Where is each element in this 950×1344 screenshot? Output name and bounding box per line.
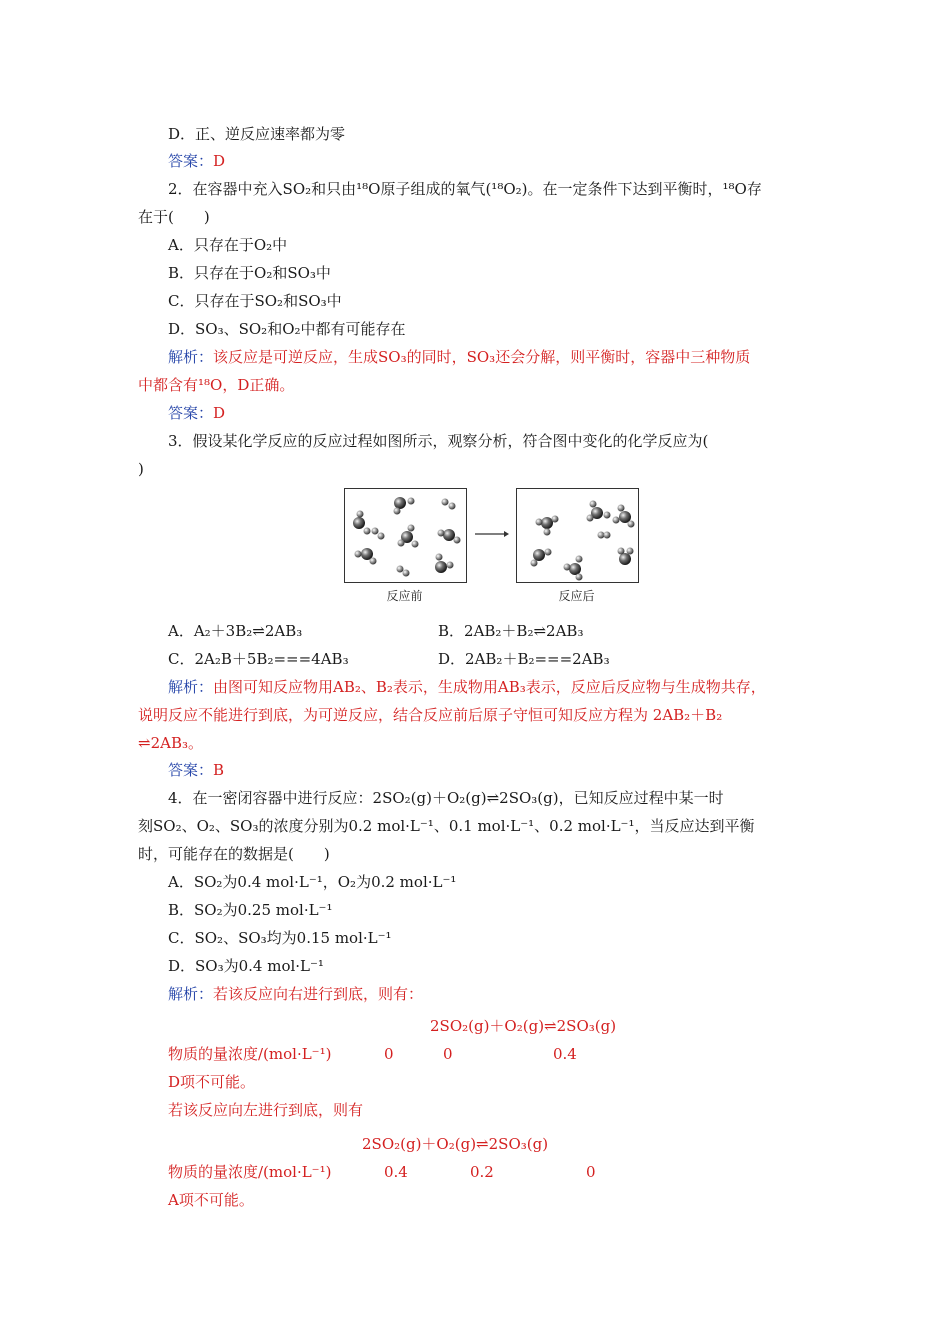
- q3-analysis-label: 解析：: [168, 678, 214, 696]
- q3-stem-line1: 3．假设某化学反应的反应过程如图所示，观察分析，符合图中变化的化学反应为(: [168, 432, 709, 450]
- q1-answer-label: 答案：: [168, 152, 214, 170]
- q4-conc-label-2: 物质的量浓度/(mol·L⁻¹): [168, 1163, 332, 1181]
- q3-option-d: D．2AB₂＋B₂===2AB₃: [438, 650, 610, 668]
- q2-analysis-line1: [168, 347, 750, 367]
- q2-stem-line2: 在于( ): [138, 208, 210, 226]
- q2-answer-value: D: [213, 404, 226, 422]
- q4-analysis-line2: 若该反应向左进行到底，则有: [168, 1101, 364, 1119]
- q4-eq2-value-so2: 0.4: [384, 1163, 408, 1181]
- q4-eq2-value-so3: 0: [586, 1163, 596, 1181]
- caption-before: 反应前: [386, 589, 423, 603]
- q4-analysis-text: 若该反应向右进行到底，则有：: [213, 985, 424, 1003]
- caption-after: 反应后: [558, 589, 595, 603]
- q2-option-a: A．只存在于O₂中: [168, 236, 288, 254]
- q4-eq1-value-o2: 0: [443, 1045, 453, 1063]
- after-molecules: [517, 489, 638, 582]
- q3-analysis-text: 由图可知反应物用AB₂、B₂表示，生成物用AB₃表示，反应后反应物与生成物共存，: [213, 678, 766, 696]
- q4-option-a: A．SO₂为0.4 mol·L⁻¹，O₂为0.2 mol·L⁻¹: [168, 873, 457, 891]
- q4-conc-label-1: 物质的量浓度/(mol·L⁻¹): [168, 1045, 332, 1063]
- q4-stem-line3: 时，可能存在的数据是( ): [138, 845, 330, 863]
- reaction-figure: [344, 488, 640, 604]
- q4-stem-line1: 4．在一密闭容器中进行反应：2SO₂(g)＋O₂(g)⇌2SO₃(g)，已知反应过程中某一时: [168, 789, 724, 807]
- q4-equation-2: 2SO₂(g)＋O₂(g)⇌2SO₃(g): [362, 1135, 549, 1153]
- q3-option-c: C．2A₂B＋5B₂===4AB₃: [168, 650, 349, 668]
- q1-answer: [168, 151, 225, 171]
- q3-stem-line2: ): [138, 460, 144, 478]
- q4-analysis-line1: [168, 984, 423, 1004]
- q4-eq1-value-so3: 0.4: [553, 1045, 577, 1063]
- q4-eq1-value-so2: 0: [384, 1045, 394, 1063]
- q2-option-d: D．SO₃、SO₂和O₂中都有可能存在: [168, 320, 406, 338]
- q3-option-a: A．A₂＋3B₂⇌2AB₃: [168, 622, 303, 640]
- q4-option-c: C．SO₂、SO₃均为0.15 mol·L⁻¹: [168, 929, 392, 947]
- q3-analysis-line3: ⇌2AB₃。: [138, 734, 203, 752]
- q4-conclusion-1: D项不可能。: [168, 1073, 256, 1091]
- q4-equation-1: 2SO₂(g)＋O₂(g)⇌2SO₃(g): [430, 1017, 617, 1035]
- q4-analysis-label: 解析：: [168, 985, 214, 1003]
- q3-answer-value: B: [213, 761, 225, 779]
- q4-option-d: D．SO₃为0.4 mol·L⁻¹: [168, 957, 324, 975]
- q2-option-b: B．只存在于O₂和SO₃中: [168, 264, 331, 282]
- q3-answer-label: 答案：: [168, 761, 214, 779]
- q2-stem-line1: 2．在容器中充入SO₂和只由¹⁸O原子组成的氧气(¹⁸O₂)。在一定条件下达到平衡时，¹⁸O存: [168, 180, 762, 198]
- after-reaction-box: [516, 488, 639, 583]
- q1-option-d: D．正、逆反应速率都为零: [168, 125, 346, 143]
- q2-answer-label: 答案：: [168, 404, 214, 422]
- q2-analysis-label: 解析：: [168, 348, 214, 366]
- q3-analysis-line2: 说明反应不能进行到底，为可逆反应，结合反应前后原子守恒可知反应方程为 2AB₂＋B₂: [138, 706, 723, 724]
- q4-option-b: B．SO₂为0.25 mol·L⁻¹: [168, 901, 333, 919]
- q1-answer-value: D: [213, 152, 226, 170]
- q3-analysis-line1: [168, 677, 766, 697]
- before-reaction-box: [344, 488, 467, 583]
- reaction-arrow: [474, 528, 510, 540]
- q4-eq2-value-o2: 0.2: [470, 1163, 494, 1181]
- q4-stem-line2: 刻SO₂、O₂、SO₃的浓度分别为0.2 mol·L⁻¹、0.1 mol·L⁻¹、0.2 mol·L⁻¹，当反应达到平衡: [138, 817, 755, 835]
- q2-analysis-line2: 中都含有¹⁸O，D正确。: [138, 376, 295, 394]
- q3-option-b: B．2AB₂＋B₂⇌2AB₃: [438, 622, 584, 640]
- q2-option-c: C．只存在于SO₂和SO₃中: [168, 292, 342, 310]
- q4-conclusion-2: A项不可能。: [168, 1191, 254, 1209]
- q3-answer: [168, 760, 224, 780]
- q2-analysis-text: 该反应是可逆反应，生成SO₃的同时，SO₃还会分解，则平衡时，容器中三种物质: [213, 348, 751, 366]
- q2-answer: [168, 403, 225, 423]
- before-molecules: [345, 489, 466, 582]
